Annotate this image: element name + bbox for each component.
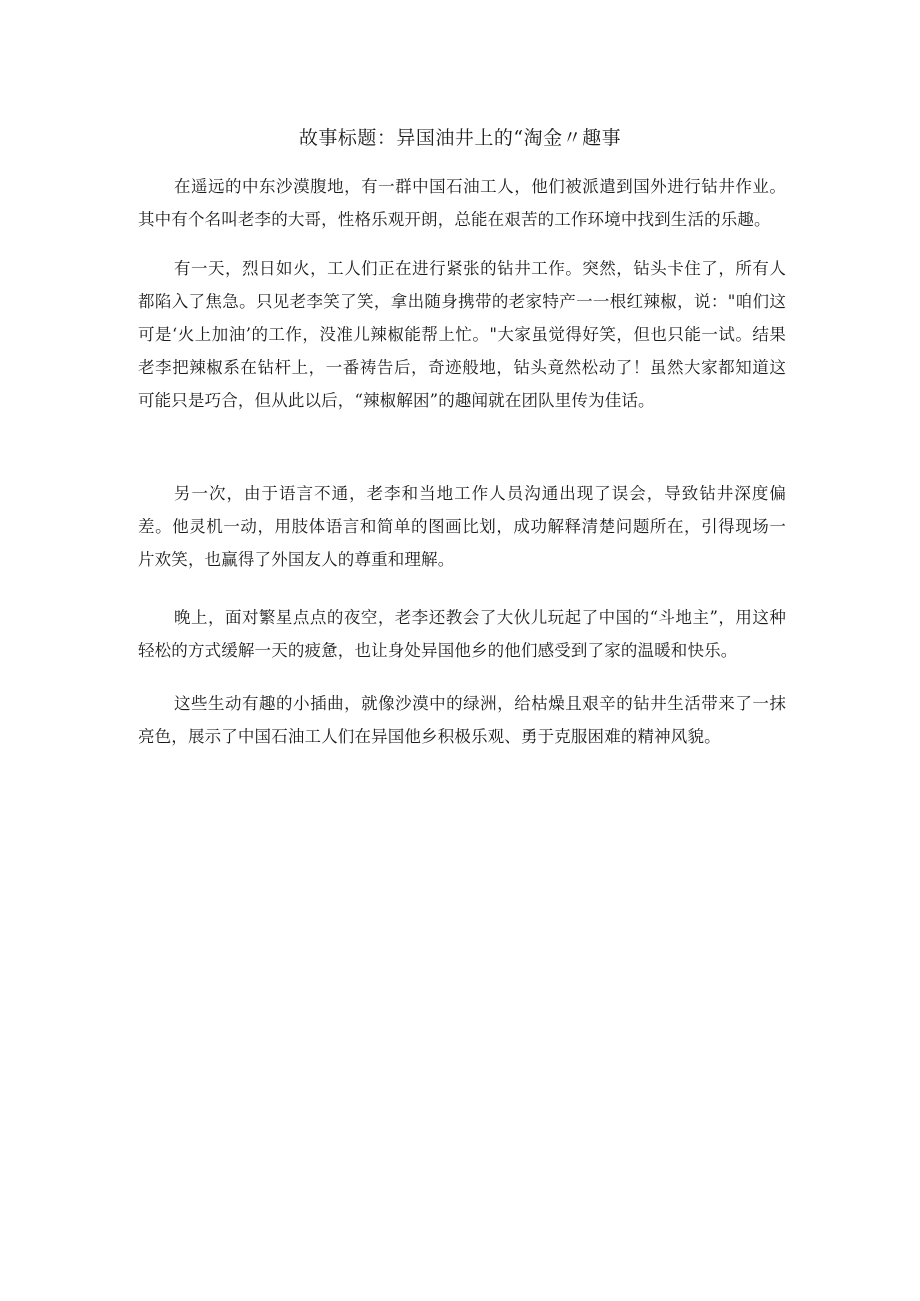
paragraph-1: 在遥远的中东沙漠腹地，有一群中国石油工人，他们被派遣到国外进行钻井作业。其中有个名叫老李的大哥，性格乐观开朗，总能在艰苦的工作环境中找到生活的乐趣。	[138, 177, 786, 229]
document-title: 故事标题：异国油井上的“淘金〃趣事	[298, 127, 622, 149]
paragraph-4: 晚上，面对繁星点点的夜空，老李还教会了大伙儿玩起了中国的“斗地主”，用这种轻松的方式缓解一天的疲惫，也让身处异国他乡的他们感受到了家的温暖和快乐。	[138, 608, 786, 660]
paragraph-5: 这些生动有趣的小插曲，就像沙漠中的绿洲，给枯燥且艰辛的钻井生活带来了一抹亮色，展示了中国石油工人们在异国他乡积极乐观、勇于克服困难的精神风貌。	[138, 694, 786, 746]
paragraph-3: 另一次，由于语言不通，老李和当地工作人员沟通出现了误会，导致钻井深度偏差。他灵机一动，用肢体语言和简单的图画比划，成功解释清楚问题所在，引得现场一片欢笑，也赢得了外国友人的尊重和理解。	[138, 484, 786, 569]
paragraph-2: 有一天，烈日如火，工人们正在进行紧张的钻井工作。突然，钻头卡住了，所有人都陷入了焦急。只见老李笑了笑，拿出随身携带的老家特产一一根红辣椒，说："咱们这可是‘火上加油’的工作，没准儿辣椒能帮上忙。"大家虽觉得好笑，但也只能一试。结果老李把辣椒系在钻杆上，一番祷告后，奇迹般地，钻头竟然松动了！虽然大家都知道这可能只是巧合，但从此以后，“辣椒解困”的趣闻就在团队里传为佳话。	[138, 259, 786, 410]
